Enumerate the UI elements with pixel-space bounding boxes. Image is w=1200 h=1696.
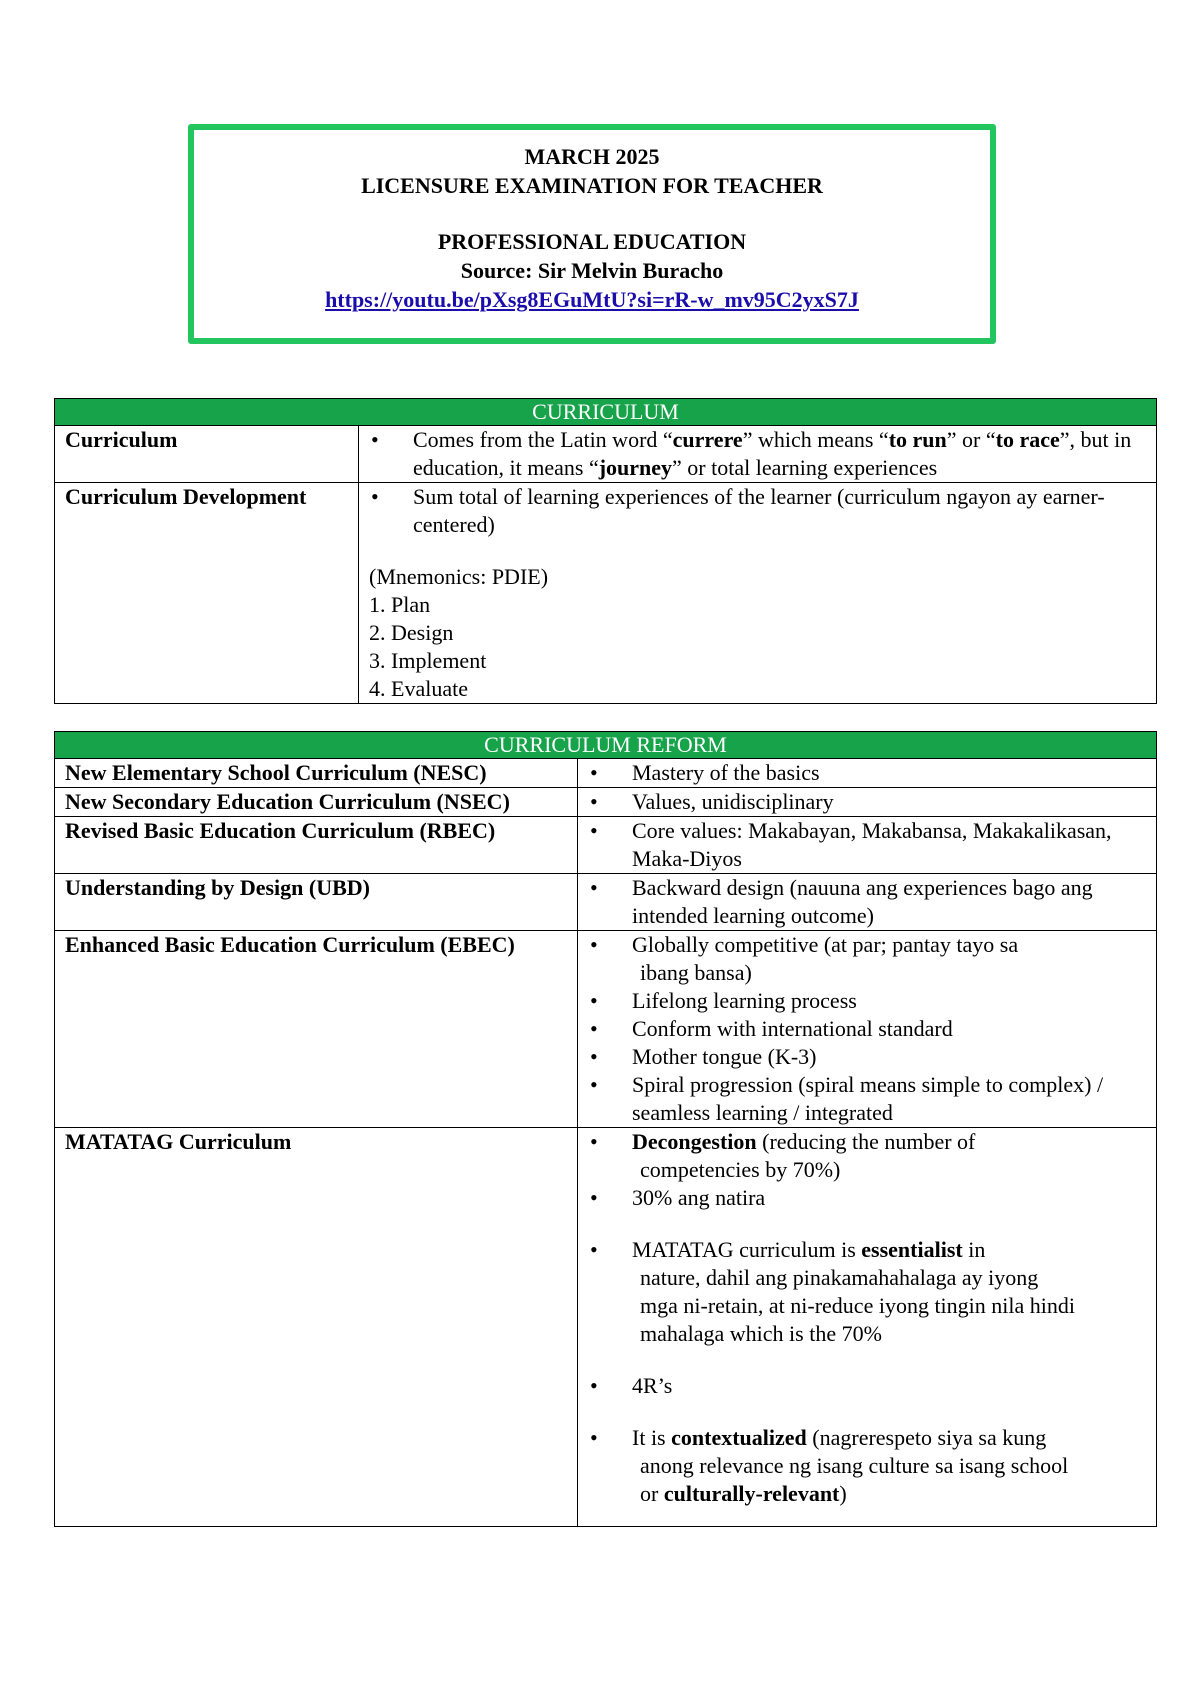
term-cell: Curriculum bbox=[55, 426, 359, 483]
description-cell bbox=[578, 874, 1157, 931]
mnemonic-step: 3. Implement bbox=[369, 648, 487, 673]
table-row bbox=[55, 788, 1157, 817]
bullet-item: • Values, unidisciplinary bbox=[588, 788, 1146, 816]
bullet-item: • Lifelong learning process bbox=[588, 987, 1146, 1015]
description-cell bbox=[578, 1128, 1157, 1527]
term-cell: Revised Basic Education Curriculum (RBEC) bbox=[55, 817, 578, 874]
table-row bbox=[55, 1128, 1157, 1527]
bullet-item: • Comes from the Latin word “currere” which means “to run” or “to race”, but in education, it means “journey” or total learning experiences bbox=[369, 426, 1146, 482]
bullet-item: • 30% ang natira bbox=[588, 1184, 1146, 1212]
mnemonic-step: 1. Plan bbox=[369, 592, 431, 617]
description-cell bbox=[578, 788, 1157, 817]
description-cell bbox=[578, 817, 1157, 874]
bullet-item: • Backward design (nauuna ang experiences bago ang intended learning outcome) bbox=[588, 874, 1146, 930]
term-cell: New Elementary School Curriculum (NESC) bbox=[55, 759, 578, 788]
subject-title: PROFESSIONAL EDUCATION bbox=[437, 229, 747, 254]
table-row bbox=[55, 874, 1157, 931]
mnemonic-label: (Mnemonics: PDIE) bbox=[369, 564, 549, 589]
exam-title: LICENSURE EXAMINATION FOR TEACHER bbox=[361, 173, 823, 198]
bullet-item: • Decongestion (reducing the number of competencies by 70%) bbox=[588, 1128, 1146, 1184]
term-cell: Understanding by Design (UBD) bbox=[55, 874, 578, 931]
header-box bbox=[188, 124, 996, 344]
term-cell: New Secondary Education Curriculum (NSEC) bbox=[55, 788, 578, 817]
description-cell bbox=[578, 759, 1157, 788]
term-cell: MATATAG Curriculum bbox=[55, 1128, 578, 1527]
bullet-item: • Mastery of the basics bbox=[588, 759, 1146, 787]
term-cell: Enhanced Basic Education Curriculum (EBEC) bbox=[55, 931, 578, 1128]
bullet-item: • 4R’s bbox=[588, 1372, 1146, 1400]
curriculum-reform-table bbox=[54, 731, 1157, 1527]
source-link[interactable]: https://youtu.be/pXsg8EGuMtU?si=rR-w_mv95C2yxS7J bbox=[325, 287, 859, 312]
table-row bbox=[55, 759, 1157, 788]
bullet-item: • Mother tongue (K-3) bbox=[588, 1043, 1146, 1071]
curriculum-table bbox=[54, 398, 1157, 704]
reform-table-title: CURRICULUM REFORM bbox=[55, 732, 1157, 759]
mnemonic-list bbox=[369, 563, 1146, 703]
description-cell bbox=[359, 426, 1157, 483]
table-row bbox=[55, 931, 1157, 1128]
bullet-item: • Globally competitive (at par; pantay tayo sa ibang bansa) bbox=[588, 931, 1146, 987]
table-row bbox=[55, 483, 1157, 704]
exam-date: MARCH 2025 bbox=[524, 144, 660, 169]
bullet-item: • Core values: Makabayan, Makabansa, Makakalikasan, Maka-Diyos bbox=[588, 817, 1146, 873]
bullet-item: • Spiral progression (spiral means simple to complex) / seamless learning / integrated bbox=[588, 1071, 1146, 1127]
description-cell bbox=[578, 931, 1157, 1128]
bullet-item: • MATATAG curriculum is essentialist in nature, dahil ang pinakamahahalaga ay iyong mga ni-retain, at ni-reduce iyong tingin nila hindi mahalaga which is the 70% bbox=[588, 1236, 1146, 1348]
description-cell bbox=[359, 483, 1157, 704]
source-line: Source: Sir Melvin Buracho bbox=[460, 258, 724, 283]
term-cell: Curriculum Development bbox=[55, 483, 359, 704]
table-row bbox=[55, 817, 1157, 874]
mnemonic-step: 2. Design bbox=[369, 620, 454, 645]
bullet-item: • Sum total of learning experiences of the learner (curriculum ngayon ay earner-centered) bbox=[369, 483, 1146, 539]
curriculum-table-title: CURRICULUM bbox=[55, 399, 1157, 426]
table-row bbox=[55, 426, 1157, 483]
mnemonic-step: 4. Evaluate bbox=[369, 676, 468, 701]
bullet-item: • It is contextualized (nagrerespeto siya sa kung anong relevance ng isang culture sa isang school or culturally-relevant) bbox=[588, 1424, 1146, 1508]
bullet-item: • Conform with international standard bbox=[588, 1015, 1146, 1043]
